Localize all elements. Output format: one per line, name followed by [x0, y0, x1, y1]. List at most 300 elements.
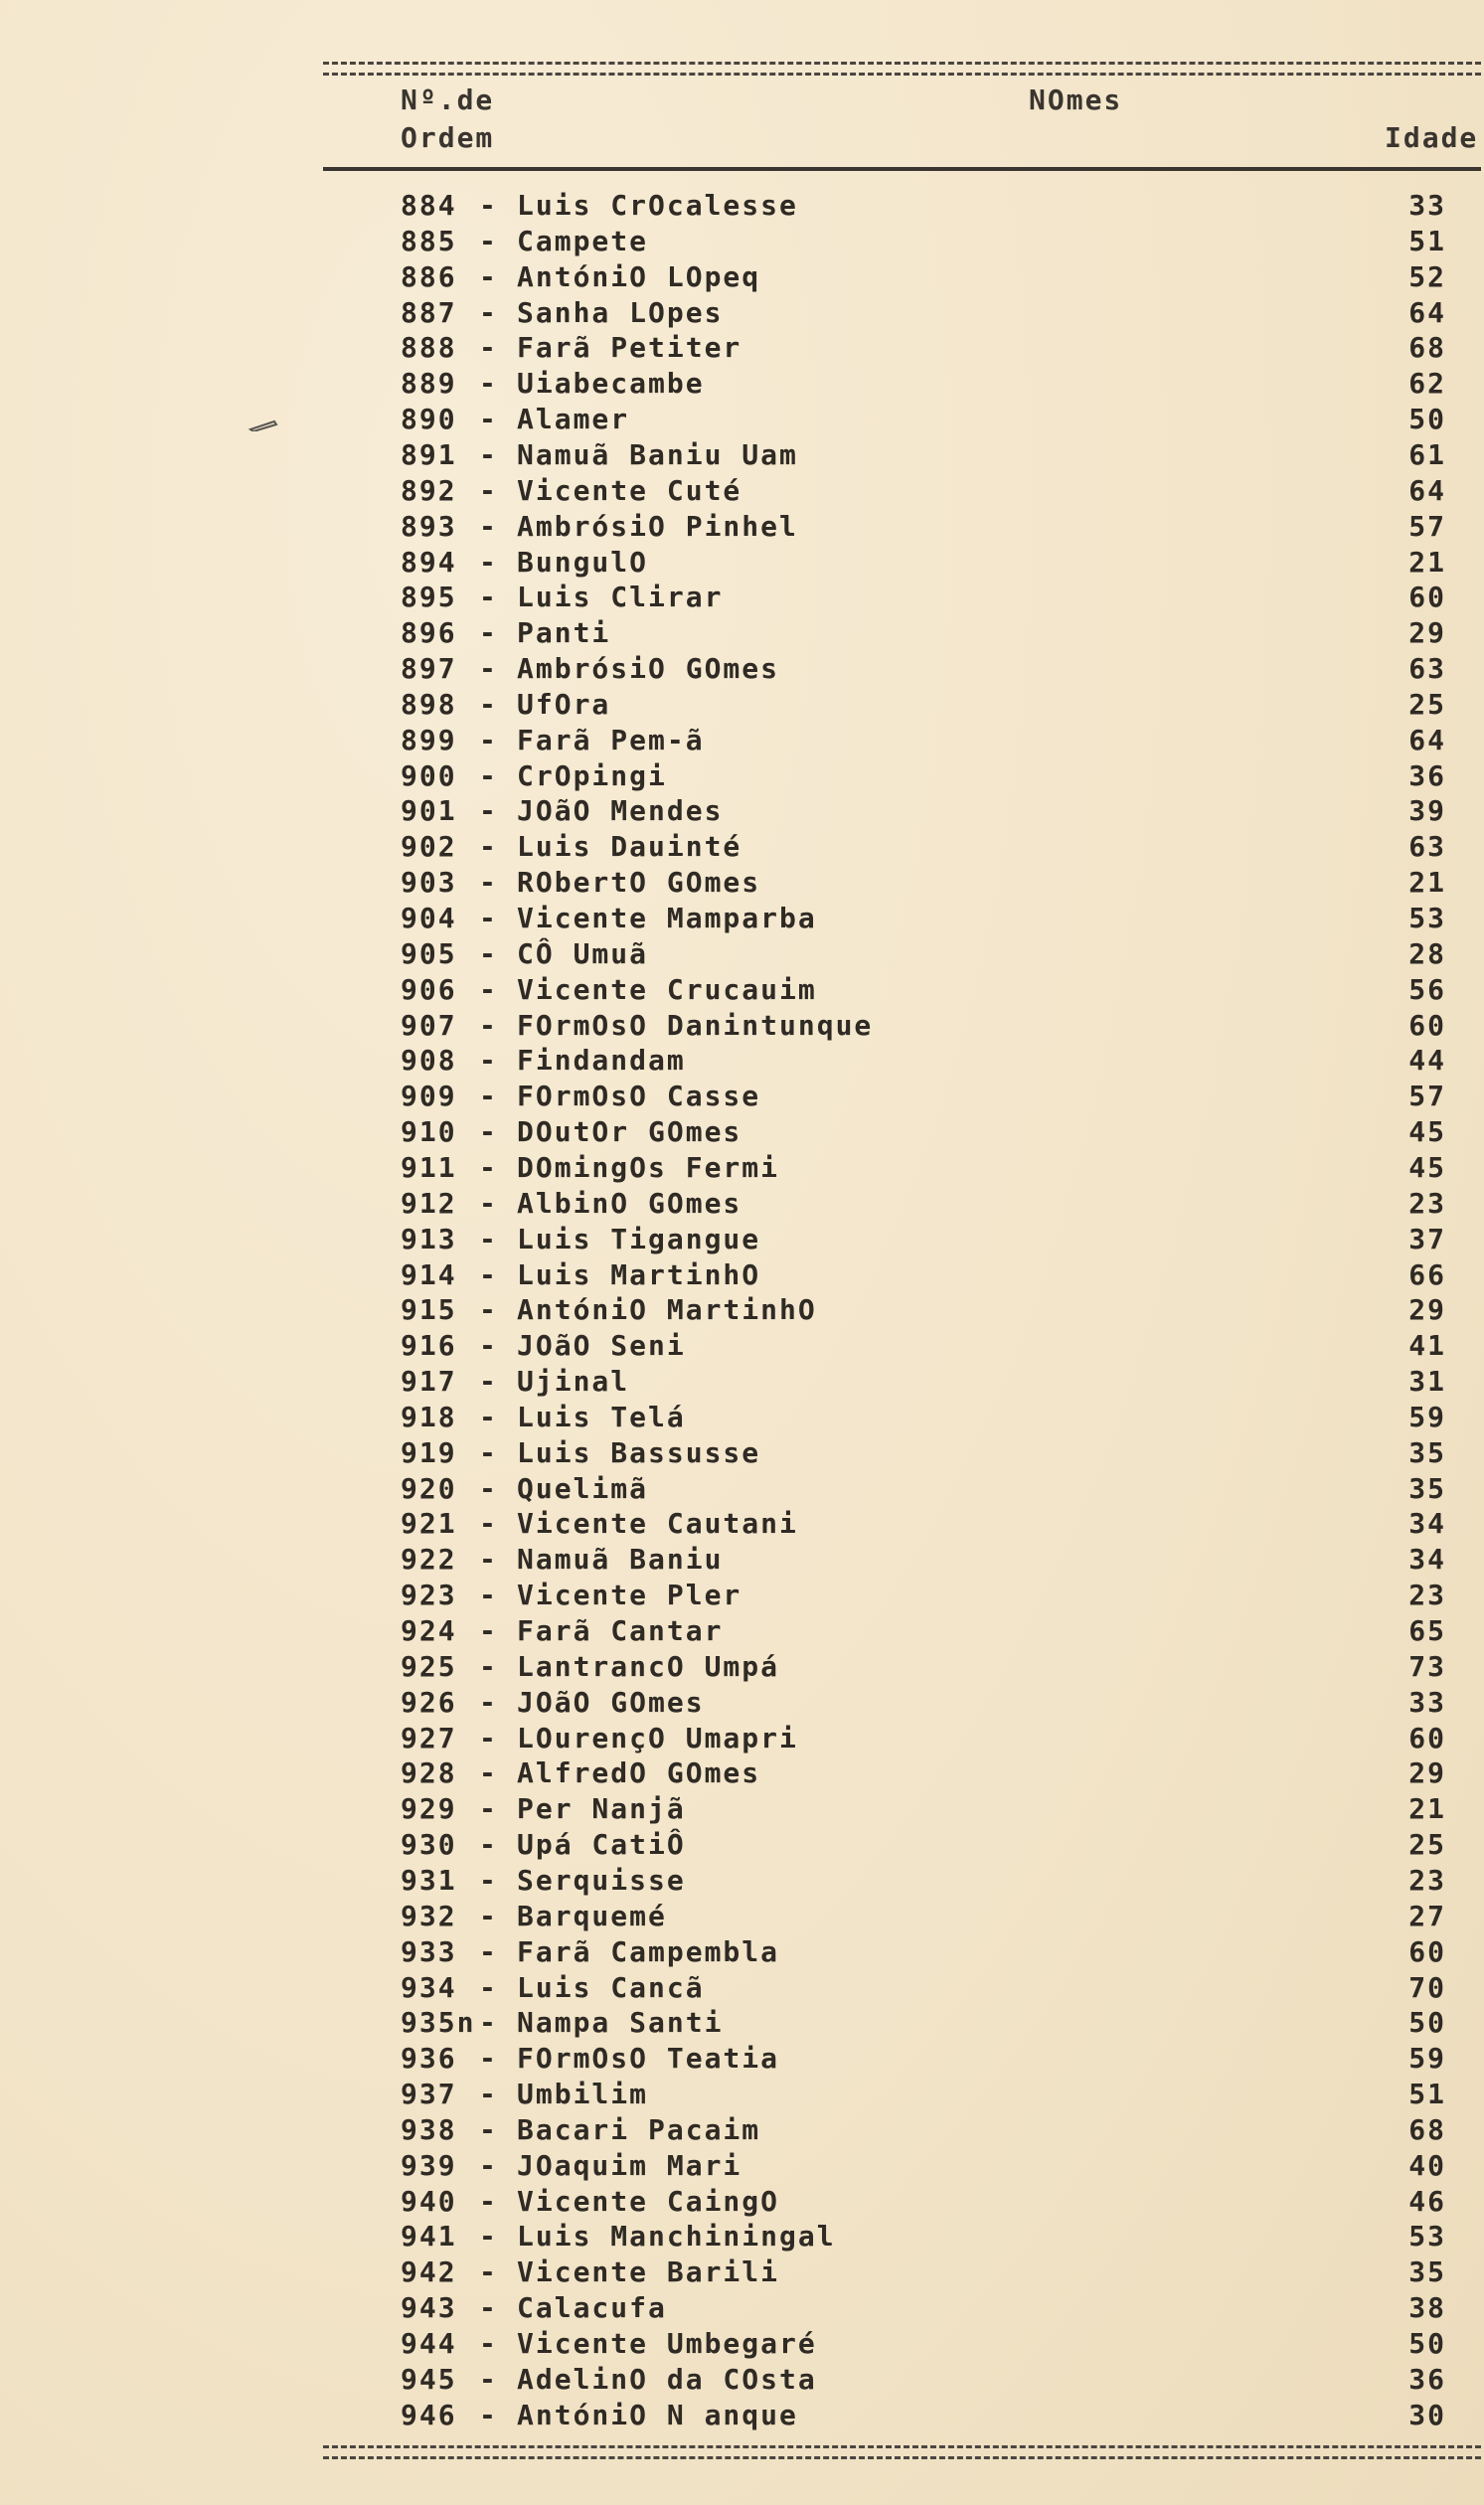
list-item — [0, 1971, 1484, 2007]
separator-dash: - — [479, 1257, 498, 1291]
order-number: 911 — [401, 1150, 457, 1184]
separator-dash: - — [479, 1792, 498, 1826]
list-item — [0, 189, 1484, 225]
person-age: 25 — [1408, 687, 1446, 721]
person-age: 30 — [1408, 2398, 1446, 2431]
separator-dash: - — [479, 2078, 498, 2111]
person-name: Umbilim — [517, 2078, 649, 2111]
order-number: 897 — [401, 652, 457, 686]
order-number: 939 — [401, 2148, 457, 2182]
person-age: 46 — [1408, 2184, 1446, 2218]
separator-dash: - — [479, 972, 498, 1006]
separator-dash: - — [479, 2148, 498, 2182]
person-age: 53 — [1408, 902, 1446, 934]
list-item — [0, 581, 1484, 616]
person-name: Vicente Crucauim — [517, 972, 817, 1006]
order-number: 893 — [401, 509, 457, 543]
order-number: 936 — [401, 2042, 457, 2076]
separator-dash: - — [479, 1186, 498, 1220]
person-age: 60 — [1408, 1008, 1446, 1042]
person-age: 50 — [1408, 403, 1446, 436]
person-name: RObertO GOmes — [517, 866, 761, 900]
list-item — [0, 2185, 1484, 2221]
list-item — [0, 973, 1484, 1009]
order-number: 913 — [401, 1222, 457, 1255]
person-age: 40 — [1408, 2148, 1446, 2182]
separator-dash: - — [479, 2362, 498, 2396]
separator-dash: - — [479, 367, 498, 401]
separator-dash: - — [479, 723, 498, 756]
list-item — [0, 1935, 1484, 1971]
person-age: 23 — [1408, 1186, 1446, 1220]
person-age: 29 — [1408, 1756, 1446, 1790]
person-name: Luis CrOcalesse — [517, 189, 798, 222]
separator-dash: - — [479, 259, 498, 293]
list-item — [0, 2042, 1484, 2078]
list-item — [0, 1293, 1484, 1329]
list-item — [0, 1151, 1484, 1187]
person-age: 59 — [1408, 2042, 1446, 2076]
person-name: AntóniO MartinhO — [517, 1293, 817, 1327]
order-number: 898 — [401, 687, 457, 721]
separator-dash: - — [479, 1044, 498, 1078]
order-number: 903 — [401, 866, 457, 900]
order-number: 899 — [401, 723, 457, 756]
order-number: 946 — [401, 2398, 457, 2431]
person-age: 68 — [1408, 2112, 1446, 2146]
order-number: 918 — [401, 1400, 457, 1433]
order-number: 928 — [401, 1756, 457, 1790]
bottom-double-rule — [323, 2445, 1481, 2459]
header-underline — [323, 167, 1481, 171]
separator-dash: - — [479, 2291, 498, 2325]
separator-dash: - — [479, 866, 498, 900]
person-name: Luis Cancã — [517, 1970, 705, 2004]
person-age: 29 — [1408, 616, 1446, 650]
list-item — [0, 1828, 1484, 1864]
order-number: 924 — [401, 1614, 457, 1647]
person-name: Namuã Baniu Uam — [517, 437, 798, 471]
separator-dash: - — [479, 2184, 498, 2218]
person-age: 50 — [1408, 2327, 1446, 2360]
person-age: 64 — [1408, 473, 1446, 507]
separator-dash: - — [479, 794, 498, 828]
person-name: Farã Pem-ã — [517, 723, 705, 756]
list-item — [0, 367, 1484, 403]
order-number: 895 — [401, 581, 457, 614]
list-item — [0, 474, 1484, 510]
order-number: 885 — [401, 224, 457, 257]
order-number: 919 — [401, 1435, 457, 1469]
separator-dash: - — [479, 1435, 498, 1469]
order-number: 907 — [401, 1008, 457, 1042]
person-age: 68 — [1408, 331, 1446, 365]
list-item — [0, 1365, 1484, 1401]
separator-dash: - — [479, 1970, 498, 2004]
person-name: UfOra — [517, 687, 611, 721]
person-name: Upá CatiÔ — [517, 1828, 686, 1862]
person-age: 27 — [1408, 1899, 1446, 1932]
person-name: FOrmOsO Teatia — [517, 2042, 780, 2076]
list-item — [0, 225, 1484, 260]
list-item — [0, 866, 1484, 902]
list-item — [0, 1187, 1484, 1223]
person-name: Vicente Mamparba — [517, 902, 817, 934]
order-number: 943 — [401, 2291, 457, 2325]
order-number: 884 — [401, 189, 457, 222]
separator-dash: - — [479, 1614, 498, 1647]
order-number: 894 — [401, 545, 457, 579]
person-age: 35 — [1408, 1471, 1446, 1505]
person-age: 25 — [1408, 1828, 1446, 1862]
person-age: 64 — [1408, 295, 1446, 329]
list-item — [0, 1329, 1484, 1365]
top-double-rule — [323, 62, 1481, 76]
separator-dash: - — [479, 581, 498, 614]
person-age: 33 — [1408, 189, 1446, 222]
person-name: Farã Cantar — [517, 1614, 724, 1647]
separator-dash: - — [479, 1579, 498, 1612]
person-age: 53 — [1408, 2220, 1446, 2254]
person-age: 34 — [1408, 1543, 1446, 1577]
order-number: 889 — [401, 367, 457, 401]
order-number: 888 — [401, 331, 457, 365]
order-number: 906 — [401, 972, 457, 1006]
list-item — [0, 1080, 1484, 1115]
person-name: Farã Campembla — [517, 1934, 780, 1968]
list-item — [0, 2220, 1484, 2255]
list-item — [0, 724, 1484, 759]
order-number: 912 — [401, 1186, 457, 1220]
person-age: 73 — [1408, 1649, 1446, 1683]
person-age: 28 — [1408, 936, 1446, 970]
order-number: 890 — [401, 403, 457, 436]
person-name: Bacari Pacaim — [517, 2112, 761, 2146]
list-item — [0, 1864, 1484, 1900]
person-age: 60 — [1408, 1934, 1446, 1968]
order-number: 937 — [401, 2078, 457, 2111]
separator-dash: - — [479, 1507, 498, 1541]
list-item — [0, 2291, 1484, 2327]
person-name: Findandam — [517, 1044, 686, 1078]
order-number: 901 — [401, 794, 457, 828]
person-name: Quelimã — [517, 1471, 649, 1505]
order-number: 934 — [401, 1970, 457, 2004]
list-item — [0, 1543, 1484, 1579]
person-age: 63 — [1408, 830, 1446, 864]
person-age: 38 — [1408, 2291, 1446, 2325]
separator-dash: - — [479, 652, 498, 686]
person-age: 51 — [1408, 2078, 1446, 2111]
order-number: 922 — [401, 1543, 457, 1577]
person-name: Vicente CaingO — [517, 2184, 780, 2218]
separator-dash: - — [479, 224, 498, 257]
list-item — [0, 2113, 1484, 2149]
person-age: 39 — [1408, 794, 1446, 828]
order-number: 944 — [401, 2327, 457, 2360]
person-name: FOrmOsO Casse — [517, 1080, 761, 1113]
list-item — [0, 794, 1484, 830]
separator-dash: - — [479, 2220, 498, 2254]
order-number: 886 — [401, 259, 457, 293]
person-name: Farã Petiter — [517, 331, 742, 365]
order-number: 923 — [401, 1579, 457, 1612]
list-item — [0, 1223, 1484, 1258]
list-item — [0, 1792, 1484, 1828]
list-item — [0, 403, 1484, 438]
order-number: 910 — [401, 1115, 457, 1149]
order-number: 940 — [401, 2184, 457, 2218]
person-name: LantrancO Umpá — [517, 1649, 780, 1683]
person-name: Vicente Barili — [517, 2255, 780, 2289]
person-name: Panti — [517, 616, 611, 650]
separator-dash: - — [479, 2042, 498, 2076]
person-name: AdelinO da COsta — [517, 2362, 817, 2396]
person-name: Serquisse — [517, 1863, 686, 1897]
person-age: 45 — [1408, 1115, 1446, 1149]
person-age: 62 — [1408, 367, 1446, 401]
person-name: Luis Clirar — [517, 581, 724, 614]
person-name: Vicente Cautani — [517, 1507, 798, 1541]
separator-dash: - — [479, 1649, 498, 1683]
list-item — [0, 652, 1484, 688]
pencil-mark-icon — [248, 419, 278, 431]
person-name: Luis Tigangue — [517, 1222, 761, 1255]
order-number: 930 — [401, 1828, 457, 1862]
separator-dash: - — [479, 936, 498, 970]
order-number: 933 — [401, 1934, 457, 1968]
separator-dash: - — [479, 1150, 498, 1184]
order-number: 945 — [401, 2362, 457, 2396]
person-age: 57 — [1408, 1080, 1446, 1113]
separator-dash: - — [479, 2112, 498, 2146]
person-name: DOutOr GOmes — [517, 1115, 742, 1149]
separator-dash: - — [479, 437, 498, 471]
order-number: 916 — [401, 1329, 457, 1363]
person-age: 59 — [1408, 1400, 1446, 1433]
list-item — [0, 2327, 1484, 2363]
order-number: 909 — [401, 1080, 457, 1113]
person-name: Vicente Pler — [517, 1579, 742, 1612]
list-item — [0, 902, 1484, 937]
person-name: AlbinO GOmes — [517, 1186, 742, 1220]
list-item — [0, 1115, 1484, 1151]
order-number: 929 — [401, 1792, 457, 1826]
person-name: Campete — [517, 224, 649, 257]
person-name: AmbrósiO GOmes — [517, 652, 780, 686]
person-name: Per Nanjã — [517, 1792, 686, 1826]
separator-dash: - — [479, 1400, 498, 1433]
separator-dash: - — [479, 1828, 498, 1862]
list-item — [0, 1436, 1484, 1472]
list-item — [0, 2078, 1484, 2113]
person-name: Luis Telá — [517, 1400, 686, 1433]
separator-dash: - — [479, 1222, 498, 1255]
person-name: Nampa Santi — [517, 2006, 724, 2040]
list-item — [0, 260, 1484, 296]
separator-dash: - — [479, 1008, 498, 1042]
person-name: Namuã Baniu — [517, 1543, 724, 1577]
order-number: 932 — [401, 1899, 457, 1932]
list-item — [0, 1044, 1484, 1080]
order-number: 887 — [401, 295, 457, 329]
list-item — [0, 1900, 1484, 1935]
person-name: AntóniO N anque — [517, 2398, 798, 2431]
list-item — [0, 296, 1484, 332]
person-name: Barquemé — [517, 1899, 667, 1932]
order-number: 891 — [401, 437, 457, 471]
person-age: 31 — [1408, 1365, 1446, 1399]
person-name: Luis Bassusse — [517, 1435, 761, 1469]
order-number: 921 — [401, 1507, 457, 1541]
person-name: CrOpingi — [517, 758, 667, 792]
person-age: 21 — [1408, 1792, 1446, 1826]
list-item — [0, 937, 1484, 973]
person-age: 21 — [1408, 545, 1446, 579]
person-age: 23 — [1408, 1863, 1446, 1897]
person-name: Sanha LOpes — [517, 295, 724, 329]
separator-dash: - — [479, 616, 498, 650]
list-item — [0, 616, 1484, 652]
order-number: 915 — [401, 1293, 457, 1327]
person-age: 36 — [1408, 2362, 1446, 2396]
order-number: 896 — [401, 616, 457, 650]
separator-dash: - — [479, 902, 498, 934]
list-item — [0, 2255, 1484, 2291]
order-number: 935n — [401, 2006, 476, 2040]
person-name: Ujinal — [517, 1365, 630, 1399]
list-item — [0, 546, 1484, 582]
order-number: 942 — [401, 2255, 457, 2289]
separator-dash: - — [479, 545, 498, 579]
person-age: 50 — [1408, 2006, 1446, 2040]
separator-dash: - — [479, 403, 498, 436]
separator-dash: - — [479, 509, 498, 543]
header-number-label-2: Ordem — [401, 121, 495, 154]
separator-dash: - — [479, 1329, 498, 1363]
person-name: LOurençO Umapri — [517, 1721, 798, 1754]
person-name: Vicente Cuté — [517, 473, 742, 507]
person-age: 63 — [1408, 652, 1446, 686]
person-age: 34 — [1408, 1507, 1446, 1541]
list-item — [0, 2363, 1484, 2399]
person-name: JOaquim Mari — [517, 2148, 742, 2182]
person-age: 23 — [1408, 1579, 1446, 1612]
person-name: AmbrósiO Pinhel — [517, 509, 798, 543]
person-name: Calacufa — [517, 2291, 667, 2325]
separator-dash: - — [479, 2398, 498, 2431]
order-number: 902 — [401, 830, 457, 864]
person-name: Uiabecambe — [517, 367, 705, 401]
list-item — [0, 2149, 1484, 2185]
separator-dash: - — [479, 331, 498, 365]
person-age: 29 — [1408, 1293, 1446, 1327]
list-item — [0, 1009, 1484, 1045]
list-item — [0, 331, 1484, 367]
header-number-label-1: Nº.de — [401, 84, 495, 116]
separator-dash: - — [479, 1365, 498, 1399]
order-number: 905 — [401, 936, 457, 970]
separator-dash: - — [479, 1899, 498, 1932]
person-age: 37 — [1408, 1222, 1446, 1255]
list-item — [0, 1507, 1484, 1543]
person-age: 60 — [1408, 1721, 1446, 1754]
order-number: 931 — [401, 1863, 457, 1897]
list-item — [0, 688, 1484, 724]
list-item — [0, 1401, 1484, 1436]
order-number: 941 — [401, 2220, 457, 2254]
person-age: 66 — [1408, 1257, 1446, 1291]
separator-dash: - — [479, 687, 498, 721]
list-item — [0, 1614, 1484, 1650]
person-name: JOãO Mendes — [517, 794, 724, 828]
separator-dash: - — [479, 2255, 498, 2289]
separator-dash: - — [479, 1863, 498, 1897]
separator-dash: - — [479, 189, 498, 222]
order-number: 900 — [401, 758, 457, 792]
person-age: 44 — [1408, 1044, 1446, 1078]
person-age: 57 — [1408, 509, 1446, 543]
header-names-label: NOmes — [1029, 84, 1123, 116]
separator-dash: - — [479, 2006, 498, 2040]
person-age: 41 — [1408, 1329, 1446, 1363]
person-name: Luis Dauinté — [517, 830, 742, 864]
list-item — [0, 830, 1484, 866]
header-age-label: Idade — [1385, 121, 1479, 154]
list-item — [0, 759, 1484, 795]
separator-dash: - — [479, 295, 498, 329]
separator-dash: - — [479, 1080, 498, 1113]
person-name: Luis Manchiningal — [517, 2220, 836, 2254]
separator-dash: - — [479, 1934, 498, 1968]
separator-dash: - — [479, 473, 498, 507]
separator-dash: - — [479, 758, 498, 792]
list-item — [0, 1258, 1484, 1294]
person-age: 64 — [1408, 723, 1446, 756]
person-name: AntóniO LOpeq — [517, 259, 761, 293]
person-name: AlfredO GOmes — [517, 1756, 761, 1790]
person-age: 65 — [1408, 1614, 1446, 1647]
person-name: BungulO — [517, 545, 649, 579]
separator-dash: - — [479, 1756, 498, 1790]
order-number: 926 — [401, 1685, 457, 1719]
person-age: 33 — [1408, 1685, 1446, 1719]
person-name: JOãO GOmes — [517, 1685, 705, 1719]
order-number: 908 — [401, 1044, 457, 1078]
separator-dash: - — [479, 1543, 498, 1577]
separator-dash: - — [479, 1721, 498, 1754]
person-age: 35 — [1408, 1435, 1446, 1469]
list-item — [0, 1686, 1484, 1722]
order-number: 904 — [401, 902, 457, 934]
list-item — [0, 1579, 1484, 1614]
person-age: 61 — [1408, 437, 1446, 471]
order-number: 920 — [401, 1471, 457, 1505]
separator-dash: - — [479, 830, 498, 864]
order-number: 914 — [401, 1257, 457, 1291]
list-item — [0, 2006, 1484, 2042]
separator-dash: - — [479, 1685, 498, 1719]
list-item — [0, 1756, 1484, 1792]
person-age: 45 — [1408, 1150, 1446, 1184]
person-name: Luis MartinhO — [517, 1257, 761, 1291]
person-name: JOãO Seni — [517, 1329, 686, 1363]
list-item — [0, 2399, 1484, 2434]
person-age: 60 — [1408, 581, 1446, 614]
person-name: CÔ Umuã — [517, 936, 649, 970]
person-age: 70 — [1408, 1970, 1446, 2004]
order-number: 938 — [401, 2112, 457, 2146]
